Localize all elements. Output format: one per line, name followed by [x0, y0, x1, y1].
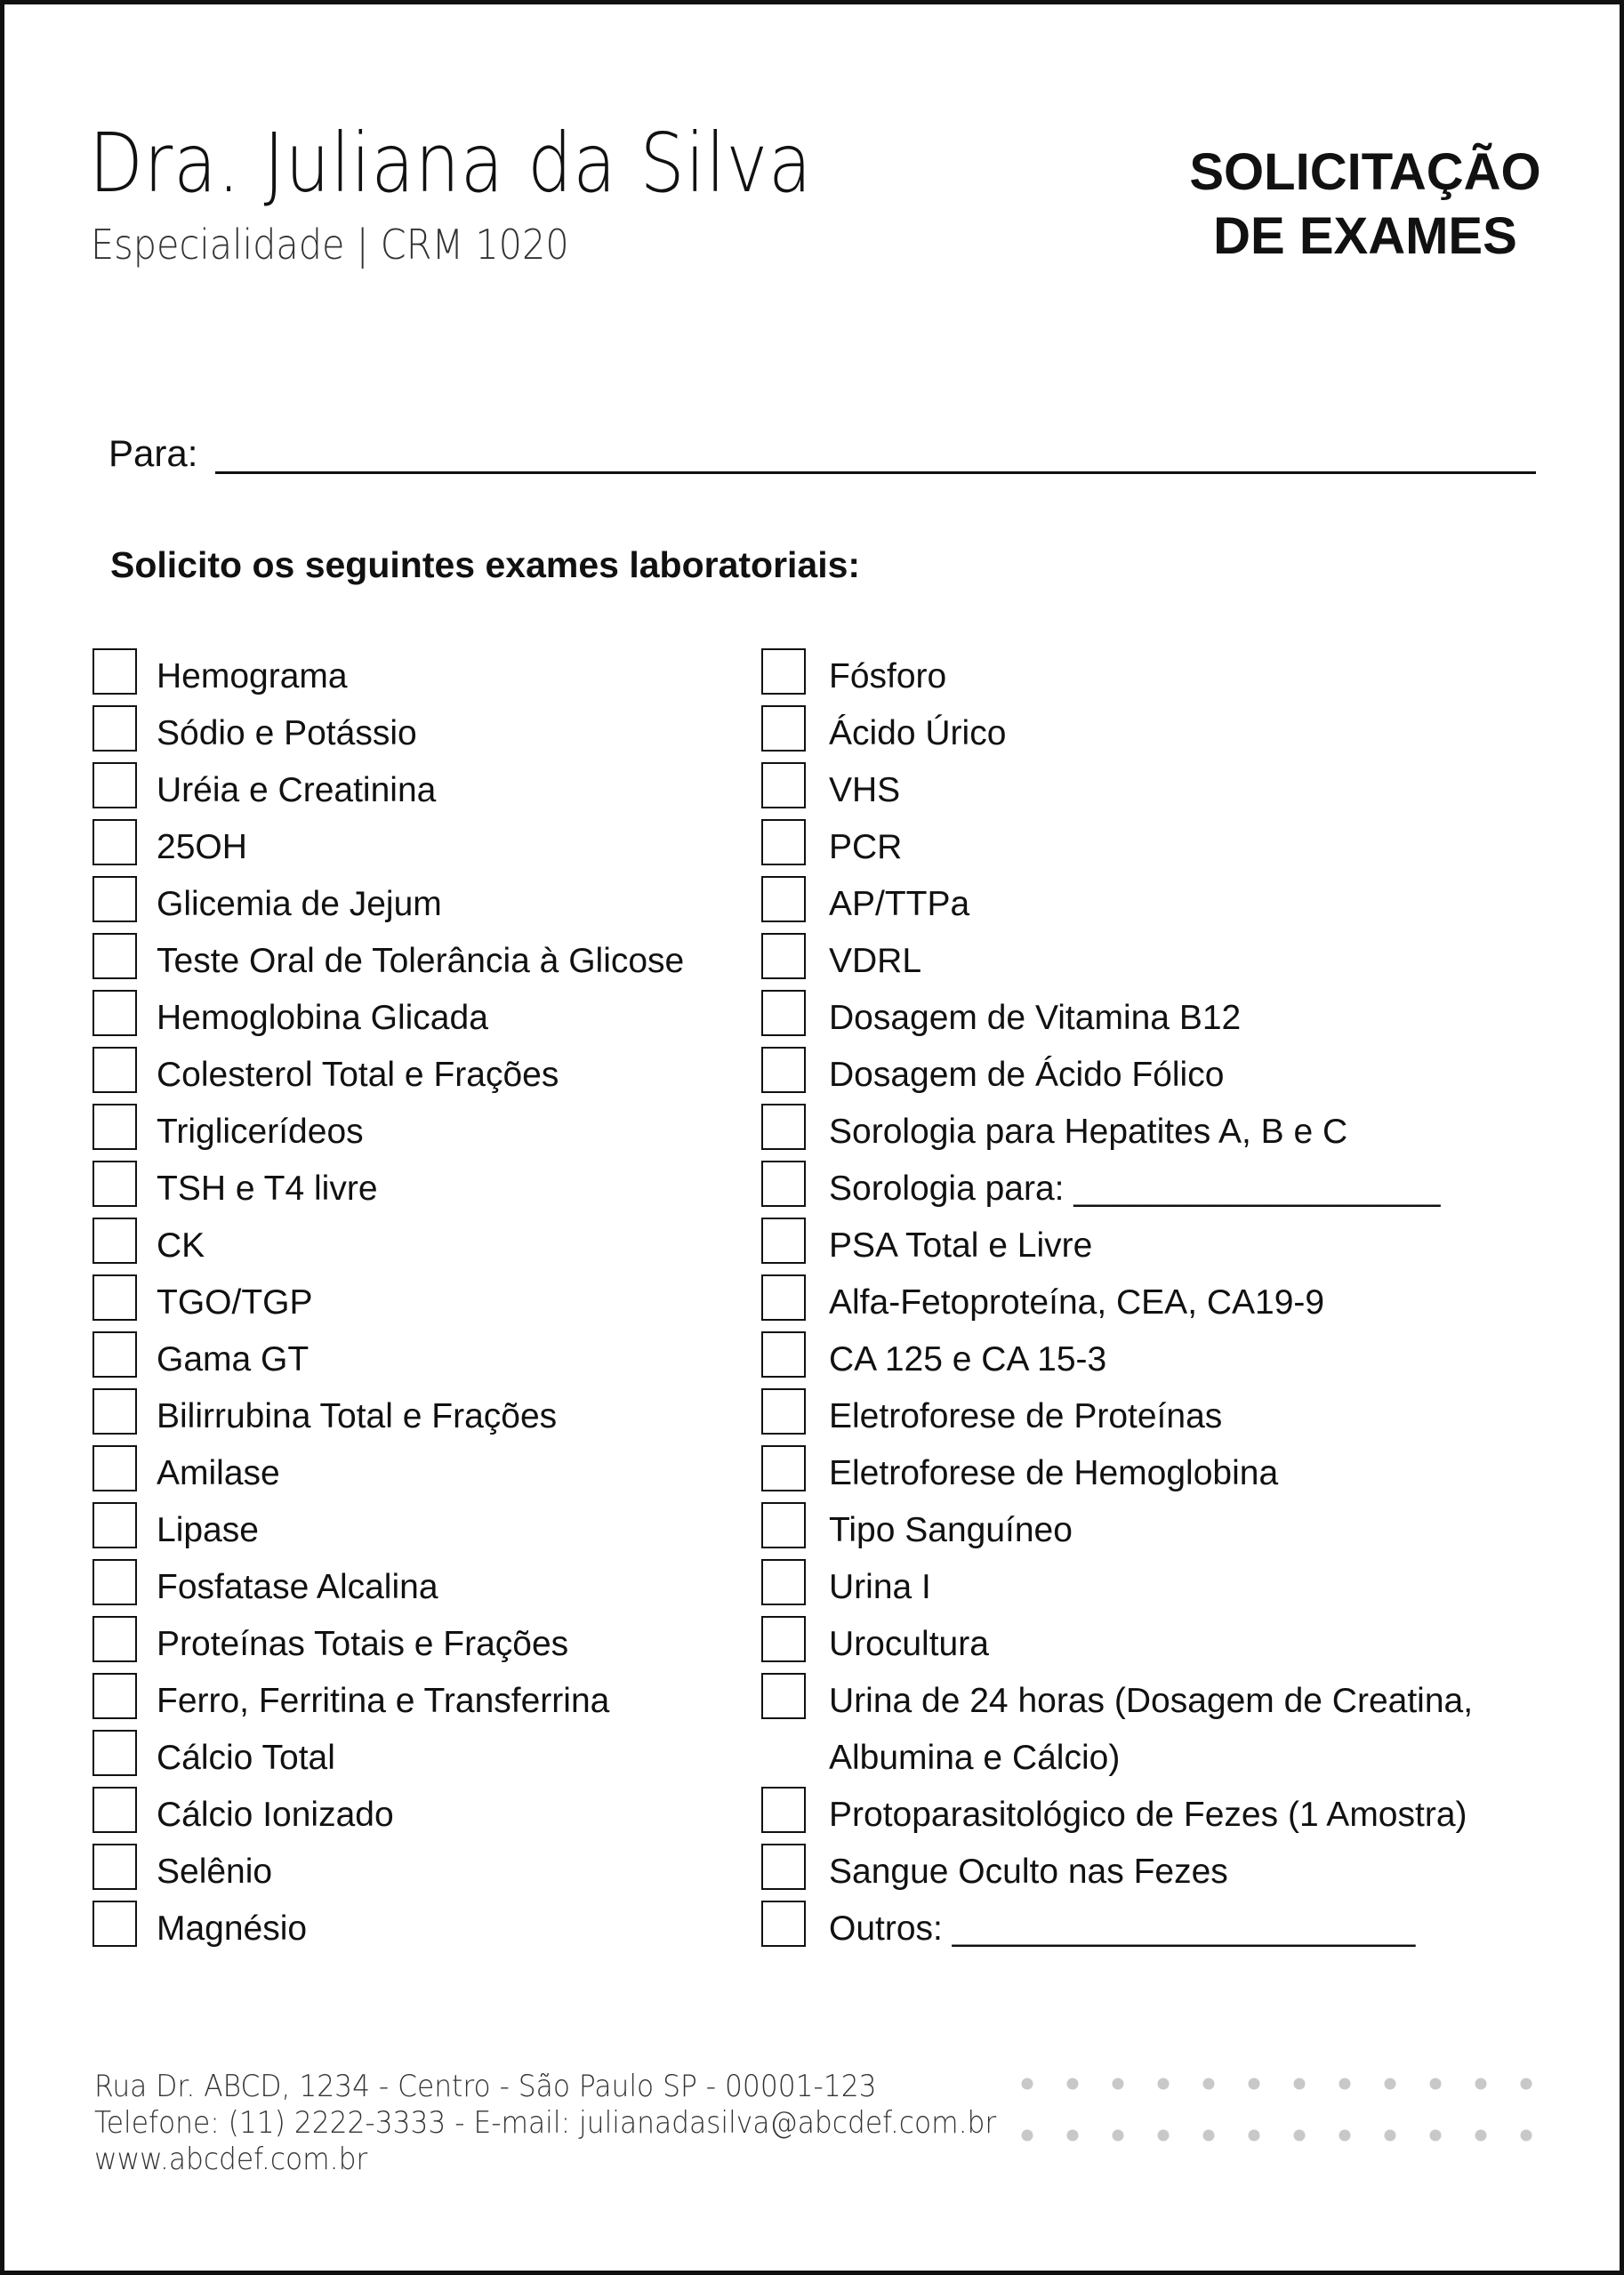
- exam-label: VDRL: [829, 942, 922, 980]
- exam-label-continuation: Albumina e Cálcio): [829, 1739, 1121, 1777]
- document-title-line-1: SOLICITAÇÃO: [1189, 143, 1541, 201]
- decorative-dot: [1249, 2078, 1260, 2090]
- exam-label: Magnésio: [157, 1909, 308, 1948]
- exam-label: Urocultura: [829, 1625, 989, 1663]
- exam-checkbox[interactable]: [92, 705, 137, 752]
- decorative-dot: [1521, 2078, 1532, 2090]
- exam-checkbox[interactable]: [92, 1388, 137, 1435]
- exam-label: Alfa-Fetoproteína, CEA, CA19-9: [829, 1283, 1325, 1322]
- exam-checkbox[interactable]: [761, 876, 806, 922]
- exam-checkbox[interactable]: [92, 1901, 137, 1947]
- exam-label: Hemograma: [157, 657, 348, 695]
- decorative-dot-grid: [1017, 2075, 1541, 2146]
- decorative-dot: [1022, 2130, 1033, 2142]
- exam-label: Uréia e Creatinina: [157, 771, 437, 809]
- exam-label: Protoparasitológico de Fezes (1 Amostra): [829, 1796, 1467, 1834]
- footer-contact: [94, 2069, 996, 2178]
- decorative-dot: [1067, 2130, 1079, 2142]
- exam-checkbox[interactable]: [92, 933, 137, 979]
- section-heading: Solicito os seguintes exames laboratoriais:: [110, 544, 861, 585]
- exam-checkbox[interactable]: [92, 876, 137, 922]
- exam-checkbox[interactable]: [92, 1502, 137, 1548]
- decorative-dot: [1067, 2078, 1079, 2090]
- exam-checkbox[interactable]: [761, 1901, 806, 1947]
- exam-checkbox[interactable]: [761, 933, 806, 979]
- exam-label: Triglicerídeos: [157, 1113, 364, 1151]
- doctor-specialty: Especialidade | CRM 1020: [91, 221, 569, 269]
- exam-label: CA 125 e CA 15-3: [829, 1340, 1107, 1379]
- exam-label: Lipase: [157, 1511, 259, 1549]
- decorative-dot: [1203, 2078, 1215, 2090]
- exam-checkbox[interactable]: [92, 819, 137, 865]
- exam-label: Dosagem de Ácido Fólico: [829, 1056, 1225, 1094]
- exam-checkbox[interactable]: [761, 1616, 806, 1662]
- recipient-row: [109, 425, 1536, 478]
- exam-label: TSH e T4 livre: [157, 1170, 378, 1208]
- exam-checkbox[interactable]: [761, 1502, 806, 1548]
- exam-checkbox[interactable]: [92, 1218, 137, 1264]
- exam-checkbox[interactable]: [761, 1274, 806, 1321]
- exam-checkbox[interactable]: [761, 1218, 806, 1264]
- exam-checkbox[interactable]: [761, 1673, 806, 1719]
- exam-label: AP/TTPa: [829, 885, 970, 923]
- doctor-name: Dra. Juliana da Silva: [89, 116, 813, 211]
- exam-checkbox[interactable]: [92, 1559, 137, 1605]
- exam-label: Teste Oral de Tolerância à Glicose: [157, 942, 685, 980]
- exam-label: Dosagem de Vitamina B12: [829, 999, 1242, 1037]
- exam-label: Eletroforese de Proteínas: [829, 1397, 1223, 1435]
- exam-label: Selênio: [157, 1853, 273, 1891]
- exam-label: Tipo Sanguíneo: [829, 1511, 1073, 1549]
- exam-checkbox[interactable]: [761, 1331, 806, 1378]
- exam-label: Ferro, Ferritina e Transferrina: [157, 1682, 610, 1720]
- exam-label: PCR: [829, 828, 903, 866]
- decorative-dot: [1249, 2130, 1260, 2142]
- exam-checkbox[interactable]: [92, 1730, 137, 1776]
- exam-label: Sorologia para: ___________________: [829, 1170, 1441, 1208]
- decorative-dot: [1113, 2130, 1124, 2142]
- decorative-dot: [1475, 2078, 1487, 2090]
- exam-label: CK: [157, 1226, 205, 1265]
- exam-label: Sangue Oculto nas Fezes: [829, 1853, 1228, 1891]
- exam-checkbox[interactable]: [92, 762, 137, 808]
- exam-label: Glicemia de Jejum: [157, 885, 442, 923]
- footer-phone-email: Telefone: (11) 2222-3333 - E-mail: julianadasilva@abcdef.com.br: [94, 2105, 997, 2141]
- exam-checkbox[interactable]: [92, 1445, 137, 1491]
- exam-checkbox[interactable]: [92, 1104, 137, 1150]
- decorative-dot: [1339, 2130, 1351, 2142]
- exam-checkbox[interactable]: [92, 1161, 137, 1207]
- exam-checkbox[interactable]: [92, 1047, 137, 1093]
- exam-checkbox[interactable]: [761, 1445, 806, 1491]
- exam-checkbox[interactable]: [92, 1331, 137, 1378]
- document-title-line-2: DE EXAMES: [1213, 207, 1517, 265]
- exam-label: Proteínas Totais e Frações: [157, 1625, 569, 1663]
- exam-checkbox[interactable]: [761, 1559, 806, 1605]
- exam-label: Cálcio Total: [157, 1739, 335, 1777]
- exam-checkbox[interactable]: [761, 762, 806, 808]
- decorative-dot: [1430, 2130, 1442, 2142]
- exam-label: Urina I: [829, 1568, 931, 1606]
- exam-label: Eletroforese de Hemoglobina: [829, 1454, 1279, 1492]
- exam-checkbox[interactable]: [92, 1616, 137, 1662]
- decorative-dot: [1113, 2078, 1124, 2090]
- exam-checkbox[interactable]: [92, 1787, 137, 1833]
- exam-checkbox[interactable]: [761, 990, 806, 1036]
- decorative-dot: [1294, 2078, 1306, 2090]
- decorative-dot: [1022, 2078, 1033, 2090]
- exam-label: Fosfatase Alcalina: [157, 1568, 438, 1606]
- exam-label: TGO/TGP: [157, 1283, 313, 1322]
- exam-label: Cálcio Ionizado: [157, 1796, 394, 1834]
- decorative-dot: [1158, 2078, 1170, 2090]
- exam-label: PSA Total e Livre: [829, 1226, 1093, 1265]
- exam-label: Ácido Úrico: [829, 714, 1007, 752]
- exam-label: VHS: [829, 771, 901, 809]
- decorative-dot: [1294, 2130, 1306, 2142]
- exam-label: Urina de 24 horas (Dosagem de Creatina,: [829, 1682, 1474, 1720]
- exam-checkbox[interactable]: [761, 648, 806, 695]
- decorative-dot: [1385, 2130, 1396, 2142]
- exam-checkbox[interactable]: [92, 1274, 137, 1321]
- footer-website: www.abcdef.com.br: [94, 2142, 368, 2177]
- decorative-dot: [1385, 2078, 1396, 2090]
- decorative-dot: [1339, 2078, 1351, 2090]
- exam-checkbox[interactable]: [761, 1047, 806, 1093]
- footer-address: Rua Dr. ABCD, 1234 - Centro - São Paulo SP - 00001-123: [94, 2069, 877, 2104]
- exam-checkbox[interactable]: [92, 1844, 137, 1890]
- exam-label: Sódio e Potássio: [157, 714, 417, 752]
- exam-checkbox[interactable]: [761, 1787, 806, 1833]
- exam-label: Amilase: [157, 1454, 280, 1492]
- exam-label: Outros: ________________________: [829, 1909, 1416, 1948]
- exam-label: Gama GT: [157, 1340, 310, 1379]
- exam-checkbox[interactable]: [92, 1673, 137, 1719]
- exam-checkbox[interactable]: [761, 819, 806, 865]
- exam-checkbox[interactable]: [92, 990, 137, 1036]
- exam-checkbox[interactable]: [761, 1844, 806, 1890]
- decorative-dot: [1203, 2130, 1215, 2142]
- document-title: [1174, 141, 1556, 269]
- exam-label: 25OH: [157, 828, 247, 866]
- exam-label: Fósforo: [829, 657, 947, 695]
- exam-label: Sorologia para Hepatites A, B e C: [829, 1113, 1348, 1151]
- exam-checkbox[interactable]: [761, 705, 806, 752]
- exam-checkbox[interactable]: [761, 1161, 806, 1207]
- exam-label: Hemoglobina Glicada: [157, 999, 488, 1037]
- decorative-dot: [1475, 2130, 1487, 2142]
- exam-label: Colesterol Total e Frações: [157, 1056, 559, 1094]
- decorative-dot: [1158, 2130, 1170, 2142]
- recipient-field-line[interactable]: [215, 471, 1536, 474]
- exam-checkbox[interactable]: [761, 1104, 806, 1150]
- exam-checkbox[interactable]: [92, 648, 137, 695]
- decorative-dot: [1521, 2130, 1532, 2142]
- exam-checkbox[interactable]: [761, 1388, 806, 1435]
- decorative-dot: [1430, 2078, 1442, 2090]
- exam-label: Bilirrubina Total e Frações: [157, 1397, 558, 1435]
- recipient-label: Para:: [109, 432, 198, 474]
